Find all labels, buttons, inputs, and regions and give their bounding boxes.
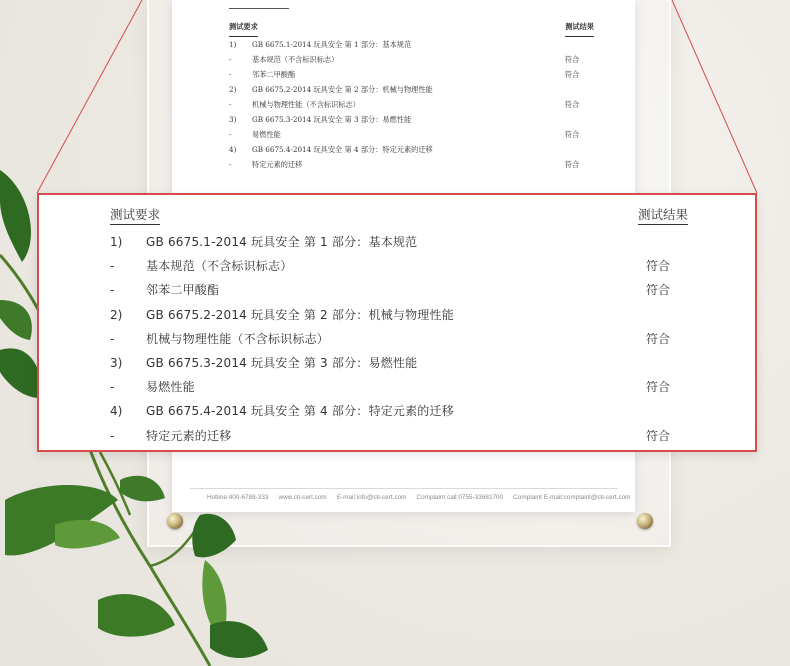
row-requirement: GB 6675.3-2014 玩具安全 第 3 部分：易燃性能 xyxy=(146,355,418,370)
paper-row: - 邻苯二甲酸酯 符合 xyxy=(229,70,580,79)
paper-row: 4) GB 6675.4-2014 玩具安全 第 4 部分：特定元素的迁移 xyxy=(229,145,433,154)
table-row xyxy=(110,424,688,448)
row-number: 3) xyxy=(110,355,123,370)
footer-hotline: Hotline:400-6788-333 xyxy=(207,494,269,501)
zoom-col-result: 测试结果 xyxy=(638,206,688,225)
row-result: 符合 xyxy=(645,283,670,298)
paper-row: - 特定元素的迁移 符合 xyxy=(229,160,580,169)
footer-website: www.cti-cert.com xyxy=(278,494,327,501)
row-requirement: 机械与物理性能（不含标识标志） xyxy=(146,331,330,346)
zoom-col-requirement: 测试要求 xyxy=(110,206,160,225)
row-requirement: 邻苯二甲酸酯 xyxy=(146,283,220,298)
row-number: - xyxy=(110,428,115,443)
paper-results-table xyxy=(229,22,594,172)
table-row xyxy=(110,399,688,423)
paper-row: - 基本规范（不含标识标志） 符合 xyxy=(229,55,580,64)
footer-complaint-email: Complaint E-mail:complaint@cti-cert.com xyxy=(513,494,631,501)
row-requirement: 基本规范（不含标识标志） xyxy=(146,259,293,274)
paper-col-result: 测试结果 xyxy=(565,22,594,37)
table-row xyxy=(110,230,688,254)
paper-row: 3) GB 6675.3-2014 玩具安全 第 3 部分：易燃性能 xyxy=(229,115,412,124)
zoom-panel xyxy=(37,193,757,452)
paper-row: 1) GB 6675.1-2014 玩具安全 第 1 部分：基本规范 xyxy=(229,40,412,49)
row-number: - xyxy=(110,259,115,274)
row-requirement: 特定元素的迁移 xyxy=(146,428,232,443)
row-number: 4) xyxy=(110,404,123,419)
row-result: 符合 xyxy=(645,380,670,395)
paper-title-stub xyxy=(229,0,289,9)
paper-footer-divider xyxy=(190,488,618,489)
row-number: - xyxy=(110,283,115,298)
paper-row: 2) GB 6675.2-2014 玩具安全 第 2 部分：机械与物理性能 xyxy=(229,85,433,94)
footer-email: E-mail:info@cti-cert.com xyxy=(336,494,407,501)
row-number: 2) xyxy=(110,307,123,322)
table-row xyxy=(110,303,688,327)
paper-col-requirement: 测试要求 xyxy=(229,22,258,37)
row-number: 1) xyxy=(110,235,123,249)
zoom-table-header xyxy=(110,206,688,230)
table-row xyxy=(110,254,688,278)
screw-left-icon xyxy=(167,513,183,529)
table-row xyxy=(110,375,688,399)
footer-complaint-call: Complaint call:0755-33681700 xyxy=(416,494,504,501)
table-row xyxy=(110,351,688,375)
row-result: 符合 xyxy=(645,331,670,346)
table-row xyxy=(110,278,688,302)
row-requirement: GB 6675.2-2014 玩具安全 第 2 部分：机械与物理性能 xyxy=(146,307,454,322)
screw-right-icon xyxy=(637,513,653,529)
paper-row: - 机械与物理性能（不含标识标志） 符合 xyxy=(229,100,580,109)
row-result: 符合 xyxy=(645,259,670,274)
paper-row: - 易燃性能 符合 xyxy=(229,130,580,139)
row-number: - xyxy=(110,380,115,395)
table-row xyxy=(110,327,688,351)
row-result: 符合 xyxy=(645,428,670,443)
paper-footer xyxy=(207,494,631,501)
row-number: - xyxy=(110,331,115,346)
row-requirement: 易燃性能 xyxy=(146,380,195,395)
paper-table-header xyxy=(229,22,594,37)
row-requirement: GB 6675.4-2014 玩具安全 第 4 部分：特定元素的迁移 xyxy=(146,404,454,419)
row-requirement: GB 6675.1-2014 玩具安全 第 1 部分：基本规范 xyxy=(146,235,418,249)
zoom-results-table xyxy=(110,206,688,448)
